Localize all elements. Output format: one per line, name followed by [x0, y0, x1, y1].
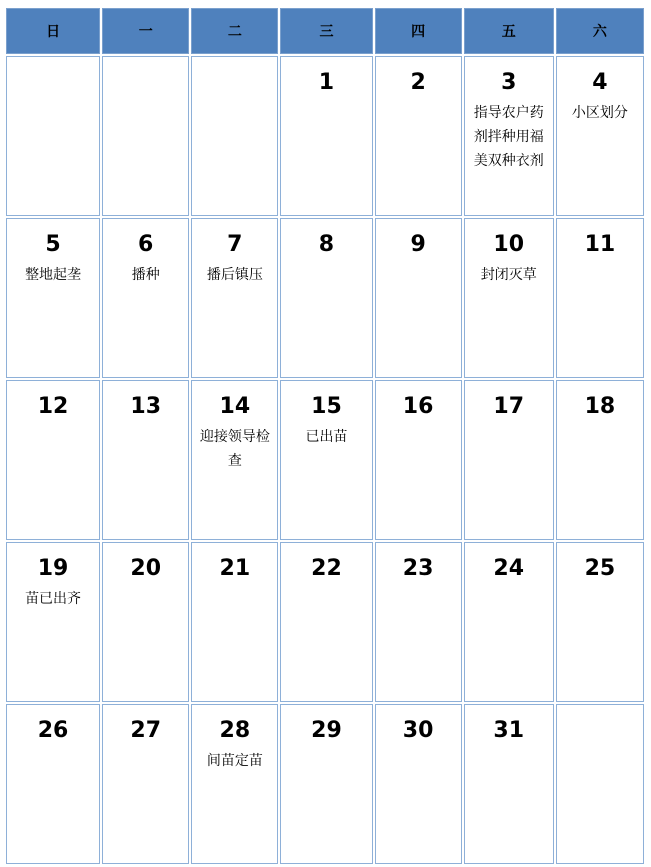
day-number: 7 — [227, 232, 243, 257]
week-row — [6, 380, 644, 540]
day-number: 10 — [493, 232, 525, 257]
day-cell — [191, 704, 278, 864]
day-cell — [556, 56, 644, 216]
day-cell — [375, 380, 462, 540]
day-number: 17 — [493, 394, 525, 419]
week-row — [6, 56, 644, 216]
day-cell — [556, 380, 644, 540]
day-number: 30 — [402, 718, 434, 743]
day-note: 苗已出齐 — [25, 591, 82, 607]
day-number: 5 — [45, 232, 61, 257]
day-cell — [6, 56, 100, 216]
day-cell — [375, 542, 462, 702]
day-number: 14 — [219, 394, 251, 419]
day-number: 20 — [130, 556, 162, 581]
day-number: 15 — [311, 394, 342, 419]
day-number: 16 — [402, 394, 434, 419]
weekday-thursday: 四 — [375, 8, 462, 54]
day-number: 4 — [592, 70, 608, 95]
day-cell — [464, 704, 554, 864]
day-note: 间苗定苗 — [206, 753, 263, 769]
day-cell — [464, 218, 554, 378]
day-cell — [191, 542, 278, 702]
day-cell — [556, 218, 644, 378]
day-note: 播后镇压 — [206, 267, 263, 283]
weekday-row — [6, 8, 644, 54]
weekday-monday: 一 — [102, 8, 189, 54]
day-note: 小区划分 — [571, 105, 628, 121]
day-cell — [102, 218, 189, 378]
day-note: 已出苗 — [305, 429, 348, 445]
day-cell — [102, 704, 189, 864]
day-number: 24 — [493, 556, 525, 581]
weekday-saturday: 六 — [556, 8, 644, 54]
weekday-friday: 五 — [464, 8, 554, 54]
day-cell — [102, 380, 189, 540]
day-cell — [375, 56, 462, 216]
day-number: 19 — [37, 556, 69, 581]
day-number: 21 — [219, 556, 251, 581]
day-number: 25 — [584, 556, 616, 581]
day-cell — [280, 218, 372, 378]
day-number: 13 — [130, 394, 162, 419]
day-cell — [280, 542, 372, 702]
day-cell — [464, 542, 554, 702]
day-number: 9 — [410, 232, 426, 257]
day-number: 3 — [501, 70, 517, 95]
day-cell — [191, 218, 278, 378]
calendar-body — [6, 56, 644, 864]
week-row — [6, 704, 644, 864]
day-number: 6 — [138, 232, 154, 257]
day-note: 封闭灭草 — [480, 267, 537, 283]
day-cell — [280, 380, 372, 540]
day-cell — [102, 542, 189, 702]
day-number: 31 — [493, 718, 525, 743]
day-note: 整地起垄 — [25, 267, 82, 283]
day-cell — [6, 704, 100, 864]
day-cell — [191, 56, 278, 216]
day-cell — [375, 218, 462, 378]
weekday-tuesday: 二 — [191, 8, 278, 54]
day-note: 迎接领导检查 — [199, 429, 270, 469]
day-cell — [280, 56, 372, 216]
day-number: 29 — [311, 718, 342, 743]
day-number: 1 — [318, 70, 335, 95]
week-row — [6, 542, 644, 702]
day-cell — [464, 56, 554, 216]
calendar-header — [6, 8, 644, 54]
calendar-table — [4, 6, 646, 866]
day-number: 12 — [37, 394, 69, 419]
day-number: 27 — [130, 718, 162, 743]
week-row — [6, 218, 644, 378]
weekday-wednesday: 三 — [280, 8, 372, 54]
day-cell — [280, 704, 372, 864]
day-cell — [6, 542, 100, 702]
day-number: 26 — [37, 718, 69, 743]
cropped-footer-text — [4, 859, 284, 867]
day-number: 11 — [584, 232, 616, 257]
day-note: 指导农户药剂拌种用福美双种衣剂 — [473, 105, 544, 169]
day-number: 18 — [584, 394, 616, 419]
day-cell — [6, 380, 100, 540]
day-cell — [375, 704, 462, 864]
day-cell — [6, 218, 100, 378]
day-cell — [191, 380, 278, 540]
day-number: 22 — [311, 556, 342, 581]
day-note: 播种 — [131, 267, 160, 283]
day-cell — [556, 542, 644, 702]
weekday-sunday: 日 — [6, 8, 100, 54]
day-number: 2 — [410, 70, 426, 95]
day-number: 28 — [219, 718, 251, 743]
day-cell — [464, 380, 554, 540]
day-cell — [556, 704, 644, 864]
day-number: 8 — [318, 232, 335, 257]
day-number: 23 — [402, 556, 434, 581]
day-cell — [102, 56, 189, 216]
